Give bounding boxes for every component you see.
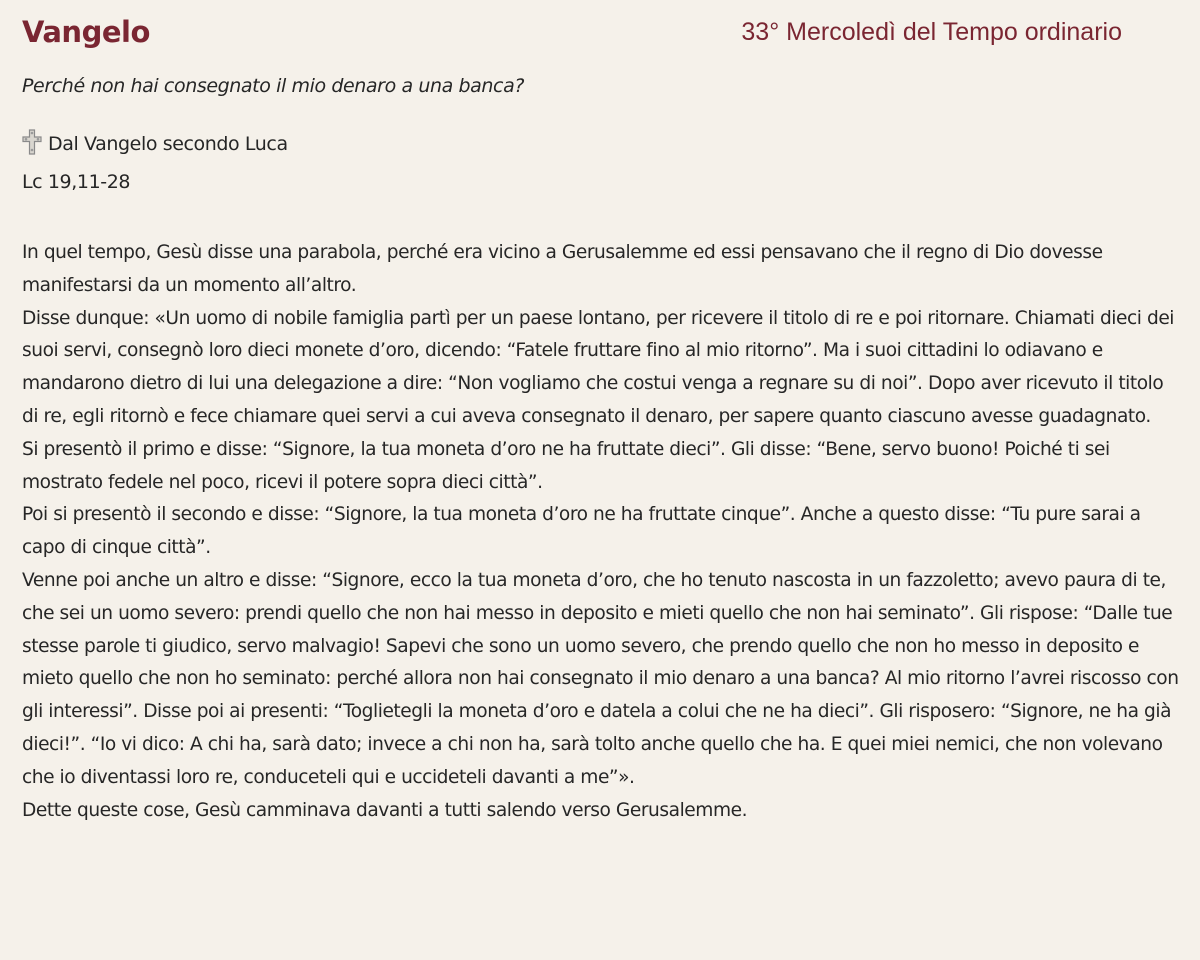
paragraph: Disse dunque: «Un uomo di nobile famiglia partì per un paese lontano, per ricevere il titolo di re e poi ritornare. Chiamati dieci dei suoi servi, consegnò loro dieci monete d’oro, dicendo: “Fatele fruttare fino al mio ritorno”. Ma i suoi cittadini lo odiavano e mandarono dietro di lui una delegazione a dire: “Non vogliamo che costui venga a regnare su di noi”. Dopo aver ricevuto il titolo di re, egli ritornò e fece chiamare quei servi a cui aveva consegnato il denaro, per sapere quanto ciascuno avesse guadagnato.	[22, 307, 1175, 427]
page-title: Vangelo	[22, 15, 150, 49]
gospel-subtitle: Perché non hai consegnato il mio denaro a una banca?	[22, 75, 525, 97]
source-label: Dal Vangelo secondo Luca	[48, 133, 288, 155]
gospel-reference: Lc 19,11-28	[22, 171, 131, 193]
gospel-source	[22, 128, 288, 160]
paragraph: Dette queste cose, Gesù camminava davanti a tutti salendo verso Gerusalemme.	[22, 799, 748, 821]
paragraph: In quel tempo, Gesù disse una parabola, perché era vicino a Gerusalemme ed essi pensavano che il regno di Dio dovesse manifestarsi da un momento all’altro.	[22, 242, 1103, 296]
gospel-text	[22, 237, 1182, 827]
paragraph: Venne poi anche un altro e disse: “Signore, ecco la tua moneta d’oro, che ho tenuto nascosta in un fazzoletto; avevo paura di te, che sei un uomo severo: prendi quello che non hai messo in deposito e mieti quello che non hai seminato”. Gli rispose: “Dalle tue stesse parole ti giudico, servo malvagio! Sapevi che sono un uomo severo, che prendo quello che non ho messo in deposito e mieto quello che non ho seminato: perché allora non hai consegnato il mio denaro a una banca? Al mio ritorno l’avrei riscosso con gli interessi”. Disse poi ai presenti: “Toglietegli la moneta d’oro e datela a colui che ne ha dieci”. Gli risposero: “Signore, ne ha già dieci!”. “Io vi dico: A chi ha, sarà dato; invece a chi non ha, sarà tolto anche quello che ha. E quei miei nemici, che non volevano che io diventassi loro re, conduceteli qui e uccideteli davanti a me”».	[22, 569, 1179, 788]
paragraph: Si presentò il primo e disse: “Signore, la tua moneta d’oro ne ha fruttate dieci”. Gli disse: “Bene, servo buono! Poiché ti sei mostrato fedele nel poco, ricevi il potere sopra dieci città”.	[22, 438, 1110, 493]
paragraph: Poi si presentò il secondo e disse: “Signore, la tua moneta d’oro ne ha fruttate cinque”. Anche a questo disse: “Tu pure sarai a capo di cinque città”.	[22, 504, 1141, 559]
liturgical-date: 33° Mercoledì del Tempo ordinario	[741, 18, 1122, 46]
header	[22, 12, 1122, 52]
cross-icon	[22, 129, 42, 155]
